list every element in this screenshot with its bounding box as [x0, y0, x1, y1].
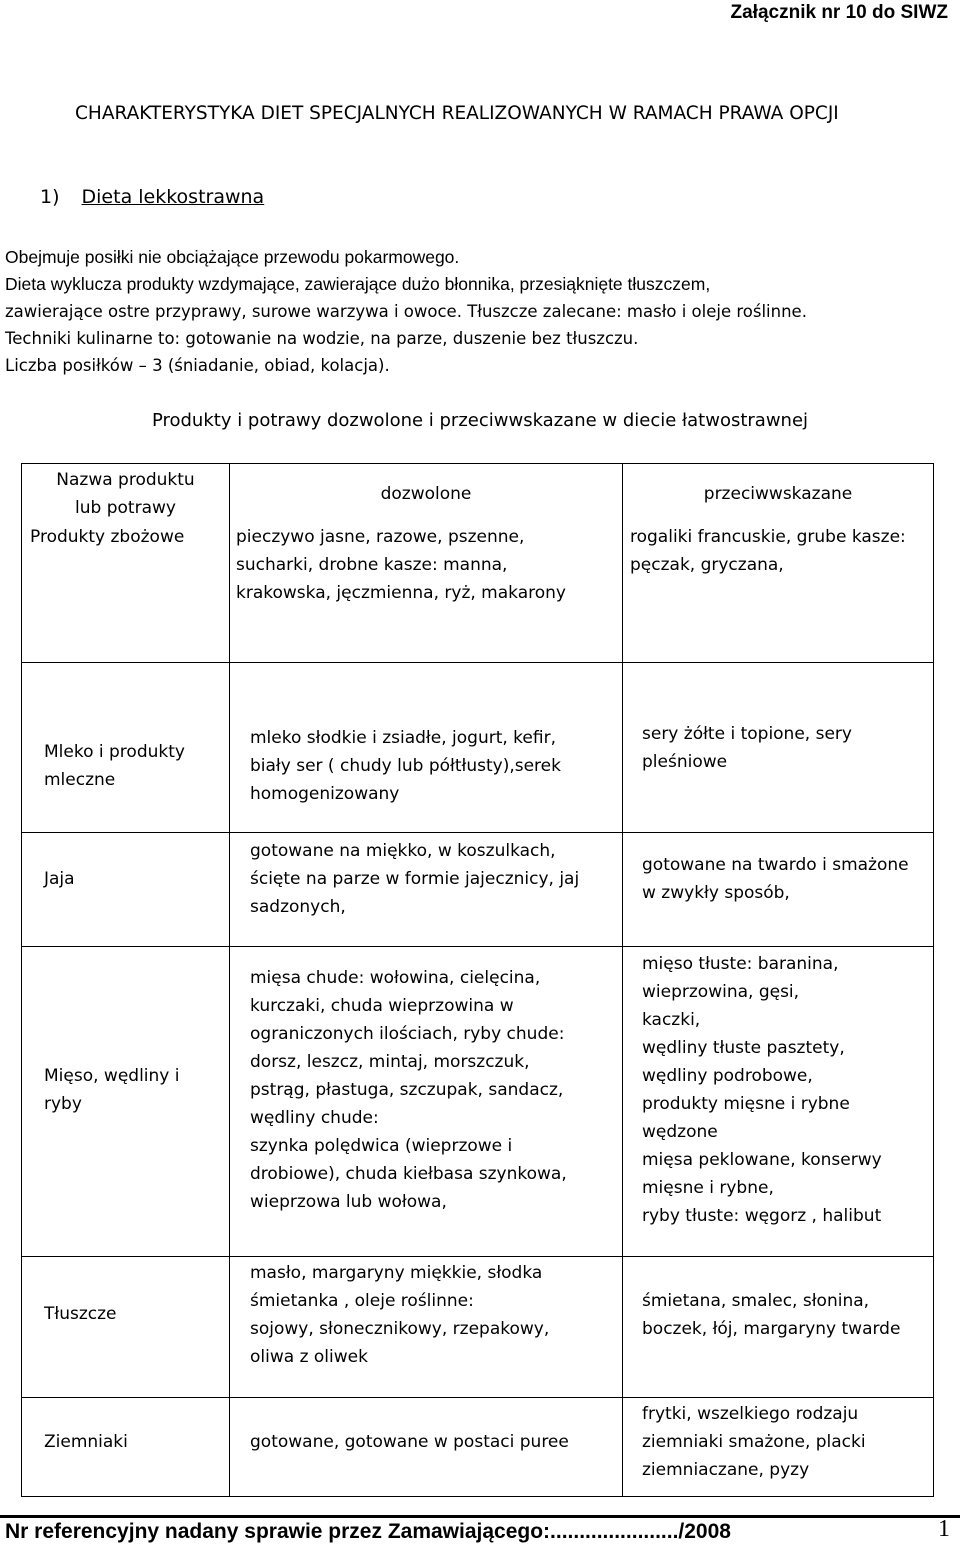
table-title: Produkty i potrawy dozwolone i przeciwwskazane w diecie łatwostrawnej: [151, 410, 809, 431]
cell-line: ograniczonych ilościach, ryby chude:: [250, 1024, 565, 1044]
section-heading: [40, 186, 264, 208]
cell-line: w zwykły sposób,: [642, 883, 790, 903]
cell-line: śmietanka , oleje roślinne:: [250, 1291, 474, 1311]
cell-line: wędliny podrobowe,: [642, 1066, 813, 1086]
page-number: 1: [938, 1516, 950, 1542]
diet-description: [5, 244, 955, 379]
cell-line: wędliny chude:: [250, 1108, 379, 1128]
table-row-allowed: [250, 1259, 549, 1371]
cell-line: oliwa z oliwek: [250, 1347, 368, 1367]
cell-line: mleko słodkie i zsiadłe, jogurt, kefir,: [250, 728, 556, 748]
table-rule: [229, 463, 230, 1497]
header-forbidden: przeciwwskazane: [703, 484, 853, 504]
table-rule: [21, 832, 934, 833]
cell-line: wieprzowa lub wołowa,: [250, 1192, 447, 1212]
cell-line: frytki, wszelkiego rodzaju: [642, 1404, 859, 1424]
table-row-name: [30, 523, 184, 551]
cell-line: sery żółte i topione, sery: [642, 724, 852, 744]
cell-line: sucharki, drobne kasze: manna,: [236, 555, 508, 575]
table-row-forbidden: [642, 1400, 866, 1484]
annex-label: Załącznik nr 10 do SIWZ: [730, 2, 948, 23]
table-row-forbidden: [642, 851, 909, 907]
cell-line: homogenizowany: [250, 784, 400, 804]
cell-line: Mięso, wędliny i: [44, 1066, 180, 1086]
cell-line: pieczywo jasne, razowe, pszenne,: [236, 527, 525, 547]
cell-line: wędzone: [642, 1122, 718, 1142]
header-name-line: Nazwa produktu: [56, 470, 195, 490]
table-rule: [21, 463, 934, 464]
table-rule: [622, 463, 623, 1497]
cell-line: mleczne: [44, 770, 116, 790]
table-rule: [21, 946, 934, 947]
cell-line: ryby tłuste: węgorz , halibut: [642, 1206, 882, 1226]
cell-line: szynka polędwica (wieprzowe i: [250, 1136, 513, 1156]
cell-line: ryby: [44, 1094, 82, 1114]
cell-line: ścięte na parze w formie jajecznicy, jaj: [250, 869, 580, 889]
main-title: CHARAKTERYSTYKA DIET SPECJALNYCH REALIZOWANYCH W RAMACH PRAWA OPCJI: [75, 103, 839, 124]
cell-line: wędliny tłuste pasztety,: [642, 1038, 845, 1058]
section-number: 1): [40, 186, 60, 208]
table-rule: [933, 463, 934, 1497]
cell-line: wieprzowina, gęsi,: [642, 982, 800, 1002]
cell-line: sadzonych,: [250, 897, 346, 917]
table-rule: [21, 662, 934, 663]
cell-line: mięso tłuste: baranina,: [642, 954, 839, 974]
table-row-allowed: [250, 964, 567, 1216]
table-rule: [21, 463, 22, 1497]
table-row-forbidden: [642, 720, 852, 776]
table-row-allowed: [250, 1428, 569, 1456]
cell-line: Tłuszcze: [44, 1304, 117, 1324]
cell-line: drobiowe), chuda kiełbasa szynkowa,: [250, 1164, 567, 1184]
cell-line: kurczaki, chuda wieprzowina w: [250, 996, 514, 1016]
table-row-forbidden: [642, 1287, 900, 1343]
cell-line: ziemniaki smażone, placki: [642, 1432, 866, 1452]
cell-line: mięsa chude: wołowina, cielęcina,: [250, 968, 541, 988]
table-rule: [21, 1496, 934, 1497]
cell-line: masło, margaryny miękkie, słodka: [250, 1263, 543, 1283]
table-row-forbidden: [630, 523, 906, 579]
table-row-allowed: [250, 724, 561, 808]
cell-line: śmietana, smalec, słonina,: [642, 1291, 870, 1311]
cell-line: pstrąg, płastuga, szczupak, sandacz,: [250, 1080, 564, 1100]
cell-line: gotowane na miękko, w koszulkach,: [250, 841, 556, 861]
footer-rule: [0, 1515, 960, 1518]
cell-line: pęczak, gryczana,: [630, 555, 784, 575]
cell-line: dorsz, leszcz, mintaj, morszczuk,: [250, 1052, 530, 1072]
header-name-line: lub potrawy: [75, 498, 176, 518]
cell-line: ziemniaczane, pyzy: [642, 1460, 810, 1480]
footer-reference: Nr referencyjny nadany sprawie przez Zamawiającego:....................../2008: [5, 1520, 731, 1543]
cell-line: boczek, łój, margaryny twarde: [642, 1319, 901, 1339]
cell-line: Ziemniaki: [44, 1432, 128, 1452]
cell-line: krakowska, jęczmienna, ryż, makarony: [236, 583, 566, 603]
cell-line: rogaliki francuskie, grube kasze:: [630, 527, 906, 547]
table-row-name: [44, 1062, 179, 1118]
cell-line: Produkty zbożowe: [30, 527, 185, 547]
section-title: Dieta lekkostrawna: [81, 186, 265, 208]
cell-line: biały ser ( chudy lub półtłusty),serek: [250, 756, 561, 776]
cell-line: mięsa peklowane, konserwy: [642, 1150, 882, 1170]
table-row-allowed: [250, 837, 579, 921]
description-line: Liczba posiłków – 3 (śniadanie, obiad, kolacja).: [5, 356, 390, 375]
table-rule: [21, 1397, 934, 1398]
cell-line: kaczki,: [642, 1010, 701, 1030]
table-row-allowed: [236, 523, 566, 607]
table-row-forbidden: [642, 950, 882, 1230]
cell-line: gotowane na twardo i smażone: [642, 855, 909, 875]
header-name: [22, 466, 229, 522]
cell-line: gotowane, gotowane w postaci puree: [250, 1432, 569, 1452]
table-rule: [21, 1256, 934, 1257]
cell-line: sojowy, słonecznikowy, rzepakowy,: [250, 1319, 550, 1339]
cell-line: produkty mięsne i rybne: [642, 1094, 850, 1114]
cell-line: Mleko i produkty: [44, 742, 185, 762]
cell-line: mięsne i rybne,: [642, 1178, 774, 1198]
description-line: Techniki kulinarne to: gotowanie na wodzie, na parze, duszenie bez tłuszczu.: [5, 329, 639, 348]
table-row-name: [44, 1428, 128, 1456]
description-line: Obejmuje posiłki nie obciążające przewodu pokarmowego.: [5, 247, 460, 267]
table-row-name: [44, 1300, 117, 1328]
cell-line: Jaja: [44, 869, 75, 889]
table-row-name: [44, 865, 75, 893]
cell-line: pleśniowe: [642, 752, 728, 772]
header-allowed: dozwolone: [380, 484, 472, 504]
table-row-name: [44, 738, 185, 794]
description-line: zawierające ostre przyprawy, surowe warzywa i owoce. Tłuszcze zalecane: masło i oleje roślinne.: [5, 302, 807, 321]
description-line: Dieta wyklucza produkty wzdymające, zawierające dużo błonnika, przesiąknięte tłuszczem,: [5, 274, 711, 294]
